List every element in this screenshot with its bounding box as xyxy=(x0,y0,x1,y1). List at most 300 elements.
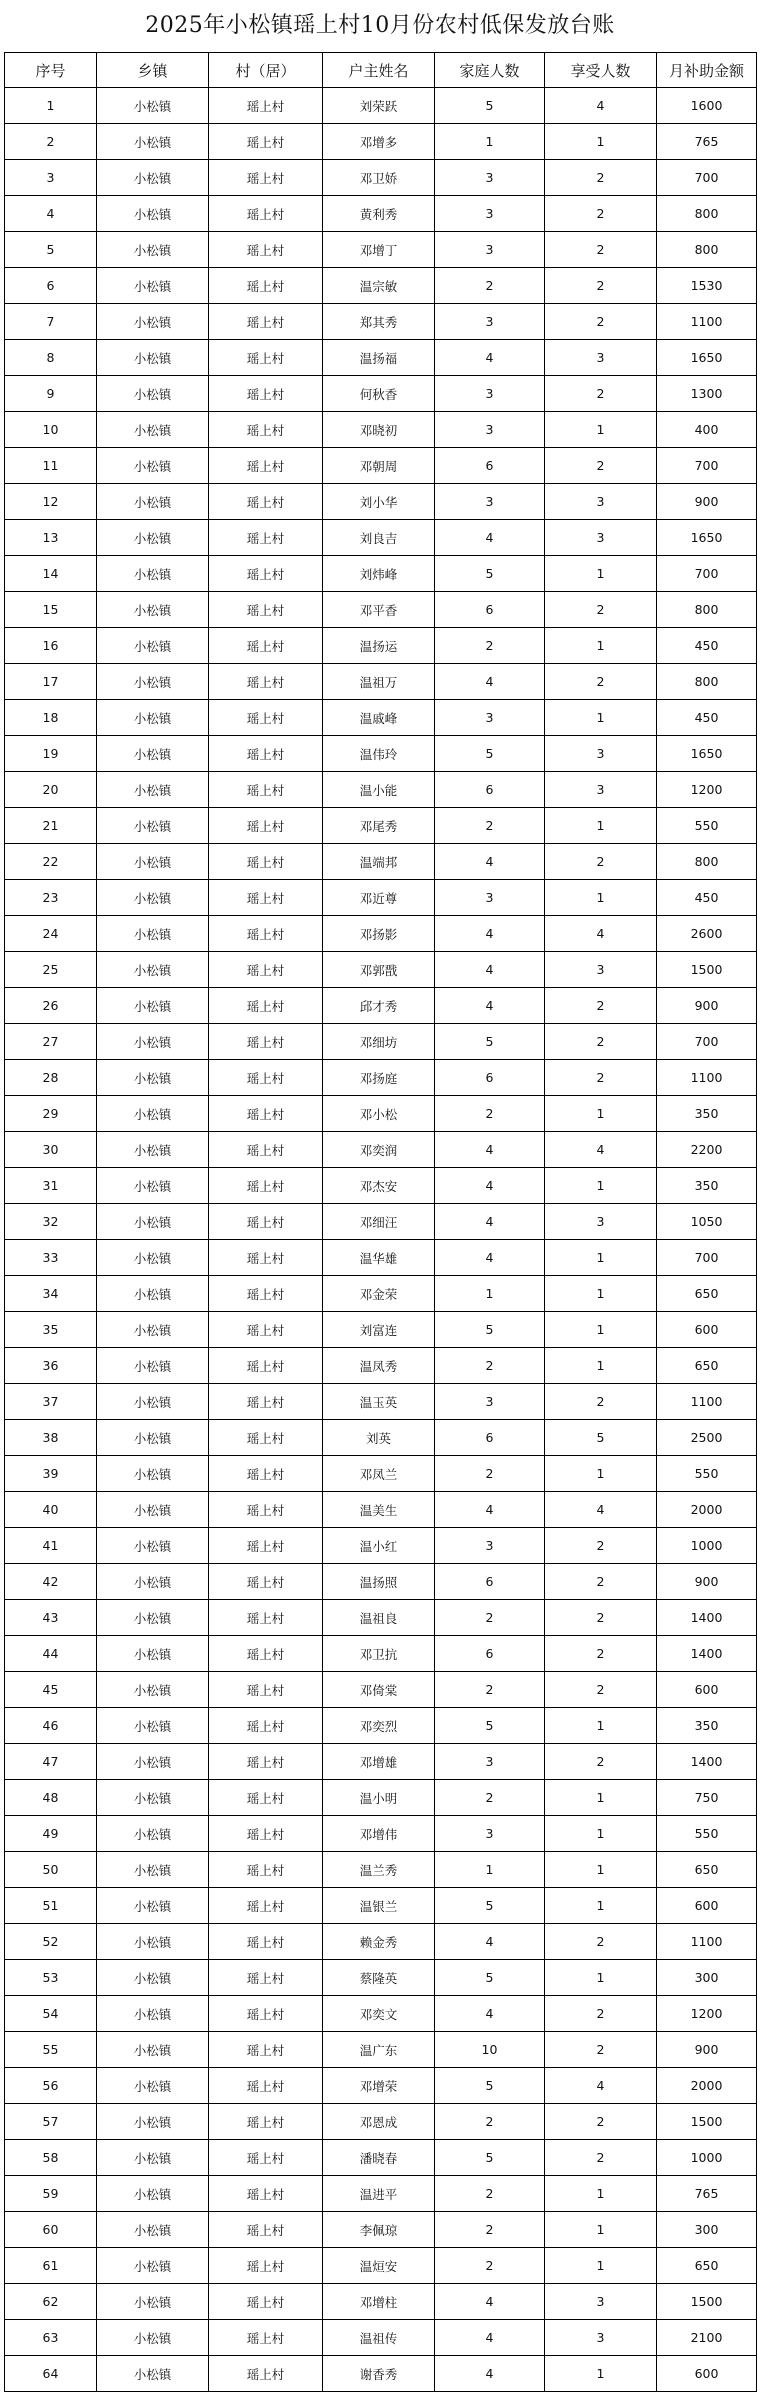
family-size-cell: 4 xyxy=(435,1168,545,1204)
township-cell: 小松镇 xyxy=(97,916,209,952)
serial-no-cell: 34 xyxy=(5,1276,97,1312)
village-cell: 瑶上村 xyxy=(209,1816,323,1852)
table-row xyxy=(5,700,757,736)
family-size-cell: 4 xyxy=(435,2284,545,2320)
table-row xyxy=(5,1060,757,1096)
beneficiaries-cell: 3 xyxy=(545,340,657,376)
beneficiaries-cell: 2 xyxy=(545,1528,657,1564)
beneficiaries-cell: 1 xyxy=(545,628,657,664)
family-size-cell: 4 xyxy=(435,340,545,376)
serial-no-cell: 8 xyxy=(5,340,97,376)
household-head-cell: 邓郭戬 xyxy=(323,952,435,988)
beneficiaries-cell: 3 xyxy=(545,772,657,808)
household-head-cell: 温戚峰 xyxy=(323,700,435,736)
family-size-cell: 10 xyxy=(435,2032,545,2068)
serial-no-cell: 59 xyxy=(5,2176,97,2212)
household-head-cell: 谢香秀 xyxy=(323,2356,435,2392)
serial-no-cell: 32 xyxy=(5,1204,97,1240)
family-size-cell: 3 xyxy=(435,1384,545,1420)
monthly-amount-cell: 650 xyxy=(657,1276,757,1312)
family-size-cell: 1 xyxy=(435,124,545,160)
township-cell: 小松镇 xyxy=(97,1636,209,1672)
township-cell: 小松镇 xyxy=(97,664,209,700)
township-cell: 小松镇 xyxy=(97,1420,209,1456)
table-row xyxy=(5,844,757,880)
beneficiaries-cell: 1 xyxy=(545,2248,657,2284)
serial-no-cell: 62 xyxy=(5,2284,97,2320)
township-cell: 小松镇 xyxy=(97,2248,209,2284)
table-row xyxy=(5,340,757,376)
household-head-cell: 邓增柱 xyxy=(323,2284,435,2320)
beneficiaries-cell: 2 xyxy=(545,2140,657,2176)
household-head-cell: 潘晓春 xyxy=(323,2140,435,2176)
serial-no-cell: 26 xyxy=(5,988,97,1024)
table-body xyxy=(5,88,757,2392)
township-cell: 小松镇 xyxy=(97,556,209,592)
serial-no-cell: 46 xyxy=(5,1708,97,1744)
header-township: 乡镇 xyxy=(97,53,209,88)
village-cell: 瑶上村 xyxy=(209,484,323,520)
village-cell: 瑶上村 xyxy=(209,448,323,484)
family-size-cell: 5 xyxy=(435,1312,545,1348)
beneficiaries-cell: 4 xyxy=(545,88,657,124)
monthly-amount-cell: 2200 xyxy=(657,1132,757,1168)
serial-no-cell: 10 xyxy=(5,412,97,448)
serial-no-cell: 5 xyxy=(5,232,97,268)
township-cell: 小松镇 xyxy=(97,484,209,520)
village-cell: 瑶上村 xyxy=(209,2284,323,2320)
beneficiaries-cell: 4 xyxy=(545,1132,657,1168)
household-head-cell: 温扬运 xyxy=(323,628,435,664)
serial-no-cell: 57 xyxy=(5,2104,97,2140)
village-cell: 瑶上村 xyxy=(209,736,323,772)
township-cell: 小松镇 xyxy=(97,1204,209,1240)
monthly-amount-cell: 1530 xyxy=(657,268,757,304)
village-cell: 瑶上村 xyxy=(209,1600,323,1636)
household-head-cell: 温伟玲 xyxy=(323,736,435,772)
table-row xyxy=(5,1888,757,1924)
family-size-cell: 4 xyxy=(435,520,545,556)
family-size-cell: 5 xyxy=(435,88,545,124)
beneficiaries-cell: 1 xyxy=(545,1096,657,1132)
serial-no-cell: 36 xyxy=(5,1348,97,1384)
beneficiaries-cell: 3 xyxy=(545,952,657,988)
beneficiaries-cell: 1 xyxy=(545,700,657,736)
table-row xyxy=(5,556,757,592)
township-cell: 小松镇 xyxy=(97,160,209,196)
serial-no-cell: 24 xyxy=(5,916,97,952)
serial-no-cell: 53 xyxy=(5,1960,97,1996)
village-cell: 瑶上村 xyxy=(209,1132,323,1168)
village-cell: 瑶上村 xyxy=(209,1672,323,1708)
family-size-cell: 3 xyxy=(435,304,545,340)
family-size-cell: 6 xyxy=(435,1564,545,1600)
township-cell: 小松镇 xyxy=(97,1888,209,1924)
township-cell: 小松镇 xyxy=(97,520,209,556)
monthly-amount-cell: 1100 xyxy=(657,1060,757,1096)
household-head-cell: 邓细坊 xyxy=(323,1024,435,1060)
serial-no-cell: 52 xyxy=(5,1924,97,1960)
table-row xyxy=(5,664,757,700)
family-size-cell: 5 xyxy=(435,1024,545,1060)
township-cell: 小松镇 xyxy=(97,1528,209,1564)
table-row xyxy=(5,1420,757,1456)
table-row xyxy=(5,2068,757,2104)
township-cell: 小松镇 xyxy=(97,412,209,448)
table-row xyxy=(5,1744,757,1780)
family-size-cell: 3 xyxy=(435,232,545,268)
household-head-cell: 邓朝周 xyxy=(323,448,435,484)
monthly-amount-cell: 700 xyxy=(657,1240,757,1276)
table-row xyxy=(5,412,757,448)
beneficiaries-cell: 1 xyxy=(545,1276,657,1312)
township-cell: 小松镇 xyxy=(97,2032,209,2068)
beneficiaries-cell: 2 xyxy=(545,2032,657,2068)
village-cell: 瑶上村 xyxy=(209,1312,323,1348)
beneficiaries-cell: 1 xyxy=(545,556,657,592)
family-size-cell: 6 xyxy=(435,1636,545,1672)
serial-no-cell: 25 xyxy=(5,952,97,988)
serial-no-cell: 9 xyxy=(5,376,97,412)
household-head-cell: 温烜安 xyxy=(323,2248,435,2284)
township-cell: 小松镇 xyxy=(97,1600,209,1636)
village-cell: 瑶上村 xyxy=(209,520,323,556)
table-row xyxy=(5,880,757,916)
household-head-cell: 邓增荣 xyxy=(323,2068,435,2104)
table-row xyxy=(5,88,757,124)
monthly-amount-cell: 300 xyxy=(657,2212,757,2248)
beneficiaries-cell: 5 xyxy=(545,1420,657,1456)
family-size-cell: 2 xyxy=(435,2248,545,2284)
beneficiaries-cell: 2 xyxy=(545,1924,657,1960)
table-row xyxy=(5,520,757,556)
family-size-cell: 4 xyxy=(435,1132,545,1168)
monthly-amount-cell: 1100 xyxy=(657,1924,757,1960)
monthly-amount-cell: 800 xyxy=(657,664,757,700)
township-cell: 小松镇 xyxy=(97,2068,209,2104)
family-size-cell: 4 xyxy=(435,916,545,952)
township-cell: 小松镇 xyxy=(97,1924,209,1960)
table-row xyxy=(5,1240,757,1276)
serial-no-cell: 21 xyxy=(5,808,97,844)
beneficiaries-cell: 2 xyxy=(545,1564,657,1600)
monthly-amount-cell: 800 xyxy=(657,232,757,268)
family-size-cell: 4 xyxy=(435,952,545,988)
table-row xyxy=(5,1096,757,1132)
township-cell: 小松镇 xyxy=(97,1780,209,1816)
monthly-amount-cell: 750 xyxy=(657,1780,757,1816)
monthly-amount-cell: 900 xyxy=(657,484,757,520)
table-row xyxy=(5,2356,757,2392)
family-size-cell: 2 xyxy=(435,1672,545,1708)
household-head-cell: 邓增伟 xyxy=(323,1816,435,1852)
beneficiaries-cell: 2 xyxy=(545,376,657,412)
family-size-cell: 5 xyxy=(435,2068,545,2104)
household-head-cell: 邓奕烈 xyxy=(323,1708,435,1744)
monthly-amount-cell: 1400 xyxy=(657,1600,757,1636)
township-cell: 小松镇 xyxy=(97,268,209,304)
township-cell: 小松镇 xyxy=(97,1960,209,1996)
serial-no-cell: 42 xyxy=(5,1564,97,1600)
township-cell: 小松镇 xyxy=(97,1312,209,1348)
monthly-amount-cell: 400 xyxy=(657,412,757,448)
table-row xyxy=(5,1348,757,1384)
monthly-amount-cell: 600 xyxy=(657,1672,757,1708)
household-head-cell: 郑其秀 xyxy=(323,304,435,340)
household-head-cell: 刘小华 xyxy=(323,484,435,520)
monthly-amount-cell: 600 xyxy=(657,1312,757,1348)
table-row xyxy=(5,988,757,1024)
township-cell: 小松镇 xyxy=(97,1852,209,1888)
household-head-cell: 刘富连 xyxy=(323,1312,435,1348)
township-cell: 小松镇 xyxy=(97,2356,209,2392)
monthly-amount-cell: 1300 xyxy=(657,376,757,412)
header-beneficiaries: 享受人数 xyxy=(545,53,657,88)
beneficiaries-cell: 4 xyxy=(545,1492,657,1528)
monthly-amount-cell: 450 xyxy=(657,628,757,664)
monthly-amount-cell: 1050 xyxy=(657,1204,757,1240)
table-row xyxy=(5,124,757,160)
family-size-cell: 4 xyxy=(435,988,545,1024)
village-cell: 瑶上村 xyxy=(209,1276,323,1312)
monthly-amount-cell: 900 xyxy=(657,1564,757,1600)
monthly-amount-cell: 350 xyxy=(657,1708,757,1744)
village-cell: 瑶上村 xyxy=(209,1024,323,1060)
village-cell: 瑶上村 xyxy=(209,2176,323,2212)
family-size-cell: 6 xyxy=(435,592,545,628)
monthly-amount-cell: 900 xyxy=(657,2032,757,2068)
monthly-amount-cell: 1000 xyxy=(657,2140,757,2176)
serial-no-cell: 56 xyxy=(5,2068,97,2104)
monthly-amount-cell: 800 xyxy=(657,844,757,880)
family-size-cell: 2 xyxy=(435,1456,545,1492)
serial-no-cell: 55 xyxy=(5,2032,97,2068)
household-head-cell: 邓卫抗 xyxy=(323,1636,435,1672)
family-size-cell: 2 xyxy=(435,1348,545,1384)
family-size-cell: 5 xyxy=(435,1708,545,1744)
serial-no-cell: 22 xyxy=(5,844,97,880)
monthly-amount-cell: 1200 xyxy=(657,1996,757,2032)
township-cell: 小松镇 xyxy=(97,592,209,628)
family-size-cell: 3 xyxy=(435,376,545,412)
monthly-amount-cell: 2000 xyxy=(657,2068,757,2104)
township-cell: 小松镇 xyxy=(97,1168,209,1204)
household-head-cell: 刘英 xyxy=(323,1420,435,1456)
monthly-amount-cell: 600 xyxy=(657,1888,757,1924)
township-cell: 小松镇 xyxy=(97,1024,209,1060)
serial-no-cell: 41 xyxy=(5,1528,97,1564)
table-row xyxy=(5,1312,757,1348)
township-cell: 小松镇 xyxy=(97,736,209,772)
village-cell: 瑶上村 xyxy=(209,952,323,988)
village-cell: 瑶上村 xyxy=(209,412,323,448)
serial-no-cell: 20 xyxy=(5,772,97,808)
serial-no-cell: 28 xyxy=(5,1060,97,1096)
monthly-amount-cell: 550 xyxy=(657,808,757,844)
serial-no-cell: 12 xyxy=(5,484,97,520)
household-head-cell: 刘荣跃 xyxy=(323,88,435,124)
header-family-size: 家庭人数 xyxy=(435,53,545,88)
household-head-cell: 温扬照 xyxy=(323,1564,435,1600)
family-size-cell: 5 xyxy=(435,1960,545,1996)
monthly-amount-cell: 350 xyxy=(657,1168,757,1204)
monthly-amount-cell: 700 xyxy=(657,1024,757,1060)
beneficiaries-cell: 2 xyxy=(545,1024,657,1060)
beneficiaries-cell: 2 xyxy=(545,448,657,484)
township-cell: 小松镇 xyxy=(97,2284,209,2320)
serial-no-cell: 44 xyxy=(5,1636,97,1672)
serial-no-cell: 43 xyxy=(5,1600,97,1636)
table-row xyxy=(5,448,757,484)
table-row xyxy=(5,1672,757,1708)
beneficiaries-cell: 1 xyxy=(545,808,657,844)
household-head-cell: 温扬福 xyxy=(323,340,435,376)
family-size-cell: 3 xyxy=(435,484,545,520)
table-row xyxy=(5,232,757,268)
monthly-amount-cell: 2000 xyxy=(657,1492,757,1528)
village-cell: 瑶上村 xyxy=(209,268,323,304)
serial-no-cell: 50 xyxy=(5,1852,97,1888)
township-cell: 小松镇 xyxy=(97,1564,209,1600)
township-cell: 小松镇 xyxy=(97,1132,209,1168)
table-row xyxy=(5,1024,757,1060)
serial-no-cell: 27 xyxy=(5,1024,97,1060)
monthly-amount-cell: 1000 xyxy=(657,1528,757,1564)
family-size-cell: 4 xyxy=(435,1204,545,1240)
serial-no-cell: 15 xyxy=(5,592,97,628)
table-row xyxy=(5,2104,757,2140)
village-cell: 瑶上村 xyxy=(209,700,323,736)
township-cell: 小松镇 xyxy=(97,2176,209,2212)
household-head-cell: 何秋香 xyxy=(323,376,435,412)
village-cell: 瑶上村 xyxy=(209,2104,323,2140)
township-cell: 小松镇 xyxy=(97,196,209,232)
village-cell: 瑶上村 xyxy=(209,1996,323,2032)
family-size-cell: 1 xyxy=(435,1852,545,1888)
township-cell: 小松镇 xyxy=(97,1384,209,1420)
serial-no-cell: 30 xyxy=(5,1132,97,1168)
household-head-cell: 温美生 xyxy=(323,1492,435,1528)
beneficiaries-cell: 1 xyxy=(545,1312,657,1348)
serial-no-cell: 49 xyxy=(5,1816,97,1852)
family-size-cell: 5 xyxy=(435,2140,545,2176)
village-cell: 瑶上村 xyxy=(209,1708,323,1744)
beneficiaries-cell: 2 xyxy=(545,1384,657,1420)
monthly-amount-cell: 650 xyxy=(657,1852,757,1888)
household-head-cell: 邓增丁 xyxy=(323,232,435,268)
household-head-cell: 温华雄 xyxy=(323,1240,435,1276)
monthly-amount-cell: 1500 xyxy=(657,2104,757,2140)
serial-no-cell: 16 xyxy=(5,628,97,664)
village-cell: 瑶上村 xyxy=(209,1348,323,1384)
family-size-cell: 3 xyxy=(435,880,545,916)
household-head-cell: 邓金荣 xyxy=(323,1276,435,1312)
serial-no-cell: 4 xyxy=(5,196,97,232)
beneficiaries-cell: 2 xyxy=(545,664,657,700)
family-size-cell: 2 xyxy=(435,268,545,304)
household-head-cell: 邓奕润 xyxy=(323,1132,435,1168)
beneficiaries-cell: 1 xyxy=(545,2212,657,2248)
monthly-amount-cell: 1650 xyxy=(657,520,757,556)
beneficiaries-cell: 2 xyxy=(545,1636,657,1672)
table-row xyxy=(5,1780,757,1816)
household-head-cell: 邓倚棠 xyxy=(323,1672,435,1708)
table-row xyxy=(5,2212,757,2248)
family-size-cell: 4 xyxy=(435,1240,545,1276)
village-cell: 瑶上村 xyxy=(209,196,323,232)
family-size-cell: 4 xyxy=(435,2320,545,2356)
township-cell: 小松镇 xyxy=(97,628,209,664)
monthly-amount-cell: 1650 xyxy=(657,736,757,772)
monthly-amount-cell: 700 xyxy=(657,160,757,196)
family-size-cell: 2 xyxy=(435,2212,545,2248)
beneficiaries-cell: 1 xyxy=(545,1960,657,1996)
table-row xyxy=(5,2284,757,2320)
beneficiaries-cell: 2 xyxy=(545,592,657,628)
village-cell: 瑶上村 xyxy=(209,916,323,952)
serial-no-cell: 6 xyxy=(5,268,97,304)
household-head-cell: 蔡隆英 xyxy=(323,1960,435,1996)
village-cell: 瑶上村 xyxy=(209,772,323,808)
header-monthly-amount: 月补助金额 xyxy=(657,53,757,88)
family-size-cell: 2 xyxy=(435,2176,545,2212)
serial-no-cell: 3 xyxy=(5,160,97,196)
family-size-cell: 6 xyxy=(435,772,545,808)
village-cell: 瑶上村 xyxy=(209,592,323,628)
township-cell: 小松镇 xyxy=(97,2320,209,2356)
beneficiaries-cell: 2 xyxy=(545,304,657,340)
village-cell: 瑶上村 xyxy=(209,1780,323,1816)
table-row xyxy=(5,2320,757,2356)
village-cell: 瑶上村 xyxy=(209,2212,323,2248)
village-cell: 瑶上村 xyxy=(209,1744,323,1780)
township-cell: 小松镇 xyxy=(97,1708,209,1744)
serial-no-cell: 13 xyxy=(5,520,97,556)
household-head-cell: 邓近尊 xyxy=(323,880,435,916)
table-row xyxy=(5,1384,757,1420)
household-head-cell: 温祖良 xyxy=(323,1600,435,1636)
village-cell: 瑶上村 xyxy=(209,1564,323,1600)
village-cell: 瑶上村 xyxy=(209,1924,323,1960)
beneficiaries-cell: 1 xyxy=(545,1168,657,1204)
family-size-cell: 6 xyxy=(435,1420,545,1456)
beneficiaries-cell: 3 xyxy=(545,2320,657,2356)
village-cell: 瑶上村 xyxy=(209,556,323,592)
household-head-cell: 邓增雄 xyxy=(323,1744,435,1780)
township-cell: 小松镇 xyxy=(97,376,209,412)
township-cell: 小松镇 xyxy=(97,808,209,844)
family-size-cell: 3 xyxy=(435,1816,545,1852)
village-cell: 瑶上村 xyxy=(209,1636,323,1672)
township-cell: 小松镇 xyxy=(97,448,209,484)
family-size-cell: 3 xyxy=(435,412,545,448)
household-head-cell: 温兰秀 xyxy=(323,1852,435,1888)
beneficiaries-cell: 1 xyxy=(545,1708,657,1744)
township-cell: 小松镇 xyxy=(97,1348,209,1384)
table-row xyxy=(5,1708,757,1744)
monthly-amount-cell: 1500 xyxy=(657,2284,757,2320)
beneficiaries-cell: 2 xyxy=(545,232,657,268)
monthly-amount-cell: 700 xyxy=(657,448,757,484)
beneficiaries-cell: 2 xyxy=(545,196,657,232)
township-cell: 小松镇 xyxy=(97,340,209,376)
village-cell: 瑶上村 xyxy=(209,2356,323,2392)
beneficiaries-cell: 3 xyxy=(545,484,657,520)
serial-no-cell: 1 xyxy=(5,88,97,124)
household-head-cell: 温凤秀 xyxy=(323,1348,435,1384)
serial-no-cell: 39 xyxy=(5,1456,97,1492)
township-cell: 小松镇 xyxy=(97,1276,209,1312)
